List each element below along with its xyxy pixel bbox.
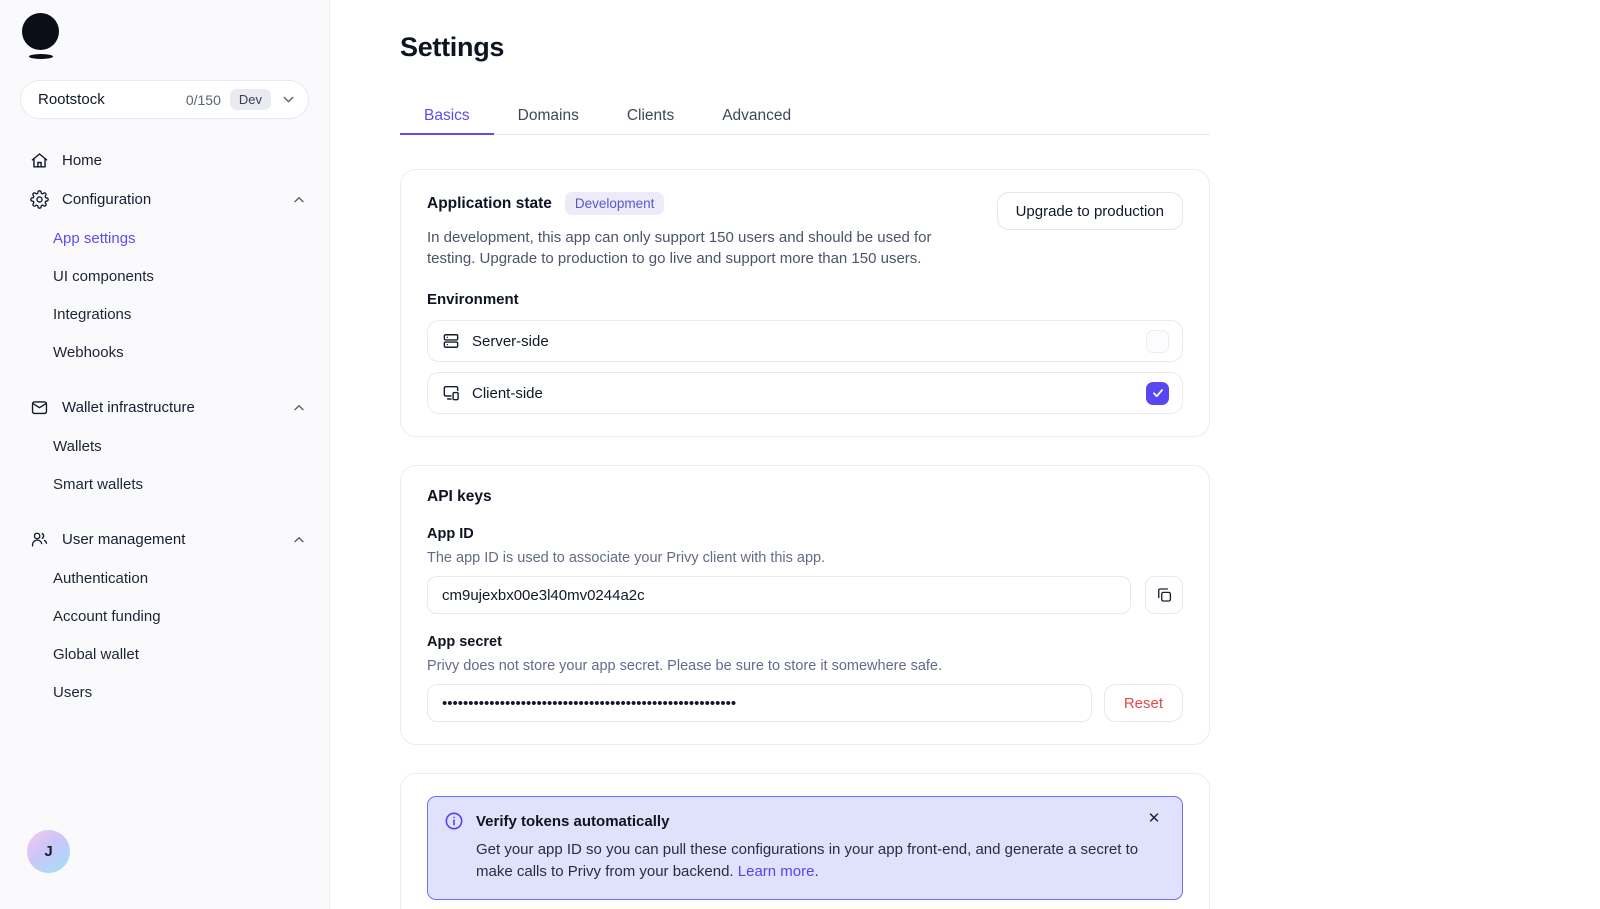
sidebar-item-label: Configuration [62,191,152,208]
chevron-up-icon [291,400,307,416]
learn-more-link[interactable]: Learn more [737,862,815,880]
gear-icon [30,190,49,209]
privy-logo-icon [22,13,60,59]
chevron-up-icon [291,532,307,548]
devices-icon [441,383,461,403]
sidebar-nav [0,141,329,711]
sidebar-item-label: Home [62,152,103,169]
page-title: Settings [400,32,505,62]
client-side-label: Client-side [472,384,543,402]
app-id-help: The app ID is used to associate your Privy client with this app. [427,550,826,566]
logo-dot [29,54,53,59]
close-icon[interactable]: ✕ [1147,810,1161,827]
sidebar-item-users[interactable] [0,673,329,711]
sidebar-item-label: Wallet infrastructure [62,399,195,416]
app-secret-label: App secret [427,634,502,650]
sidebar-item-account-funding[interactable] [0,597,329,635]
banner-title: Verify tokens automatically [476,812,670,830]
sidebar-item-global-wallet[interactable] [0,635,329,673]
tab-basics[interactable]: Basics [400,98,494,135]
client-side-checkbox[interactable] [1146,382,1169,405]
sidebar-item-ui-components[interactable] [0,257,329,295]
sidebar-item-app-settings[interactable] [0,219,329,257]
sidebar-item-wallets[interactable] [0,427,329,465]
environment-option-server-side[interactable] [427,320,1183,362]
nav-section-gap [0,503,329,520]
app-secret-input[interactable] [427,684,1092,722]
sidebar-item-label: User management [62,531,186,548]
app-id-input[interactable] [427,576,1131,614]
wallet-icon [30,398,49,417]
tab-domains[interactable]: Domains [517,106,579,124]
server-side-label: Server-side [472,332,549,350]
sidebar-item-label: Smart wallets [53,475,144,493]
sidebar-item-smart-wallets[interactable] [0,465,329,503]
sidebar-item-label: Account funding [53,607,161,625]
environment-option-client-side[interactable] [427,372,1183,414]
copy-icon [1155,586,1173,604]
tab-advanced[interactable]: Advanced [722,106,792,124]
sidebar-item-home[interactable] [0,141,329,180]
sidebar-item-configuration[interactable] [0,180,329,219]
app-secret-help: Privy does not store your app secret. Please be sure to store it somewhere safe. [427,658,943,674]
development-badge: Development [565,192,665,215]
info-icon [444,811,464,831]
app-selector[interactable] [20,80,309,119]
application-state-card [400,169,1210,437]
sidebar-item-label: Wallets [53,437,102,455]
sidebar-item-label: Integrations [53,305,132,323]
main-content [330,0,1600,909]
sidebar-item-label: App settings [53,229,136,247]
user-avatar[interactable] [27,830,70,873]
environment-label: Environment [427,291,519,308]
sidebar-item-label: Authentication [53,569,149,587]
user-usage-count: 0/150 [185,91,221,108]
app-id-label: App ID [427,526,474,542]
server-icon [441,331,461,351]
sidebar-item-wallet-infrastructure[interactable] [0,388,329,427]
application-state-description: In development, this app can only support 150 users and should be used for testing. Upgrade to production to go live and support more than 150 users. [427,229,932,267]
sidebar-item-label: Webhooks [53,343,124,361]
env-badge: Dev [230,89,271,110]
logo-circle [22,13,59,50]
upgrade-to-production-button[interactable]: Upgrade to production [997,192,1183,230]
check-icon [1151,386,1165,400]
reset-app-secret-button[interactable]: Reset [1104,684,1183,722]
sidebar [0,0,330,909]
sidebar-item-integrations[interactable] [0,295,329,333]
banner-body [476,839,1166,882]
app-name: Rootstock [38,91,105,108]
chevron-down-icon [280,91,297,108]
verify-tokens-banner [427,796,1183,900]
home-icon [30,151,49,170]
sidebar-item-label: UI components [53,267,154,285]
banner-body-suffix: . [814,862,819,880]
banner-body-text: Get your app ID so you can pull these configurations in your app front-end, and generate a secret to make calls to Privy from your backend. [476,841,1139,880]
sidebar-item-authentication[interactable] [0,559,329,597]
settings-tabs [400,98,1210,135]
users-icon [30,530,49,549]
application-state-title: Application state [427,194,552,212]
chevron-up-icon [291,192,307,208]
sidebar-item-webhooks[interactable] [0,333,329,371]
api-keys-title: API keys [427,488,492,505]
sidebar-item-label: Global wallet [53,645,139,663]
sidebar-item-user-management[interactable] [0,520,329,559]
copy-app-id-button[interactable] [1145,576,1183,614]
verify-tokens-card [400,773,1210,909]
avatar-initial: J [44,843,53,860]
api-keys-card [400,465,1210,745]
sidebar-item-label: Users [53,683,93,701]
nav-section-gap [0,371,329,388]
server-side-checkbox[interactable] [1146,330,1169,353]
tab-clients[interactable]: Clients [626,106,675,124]
